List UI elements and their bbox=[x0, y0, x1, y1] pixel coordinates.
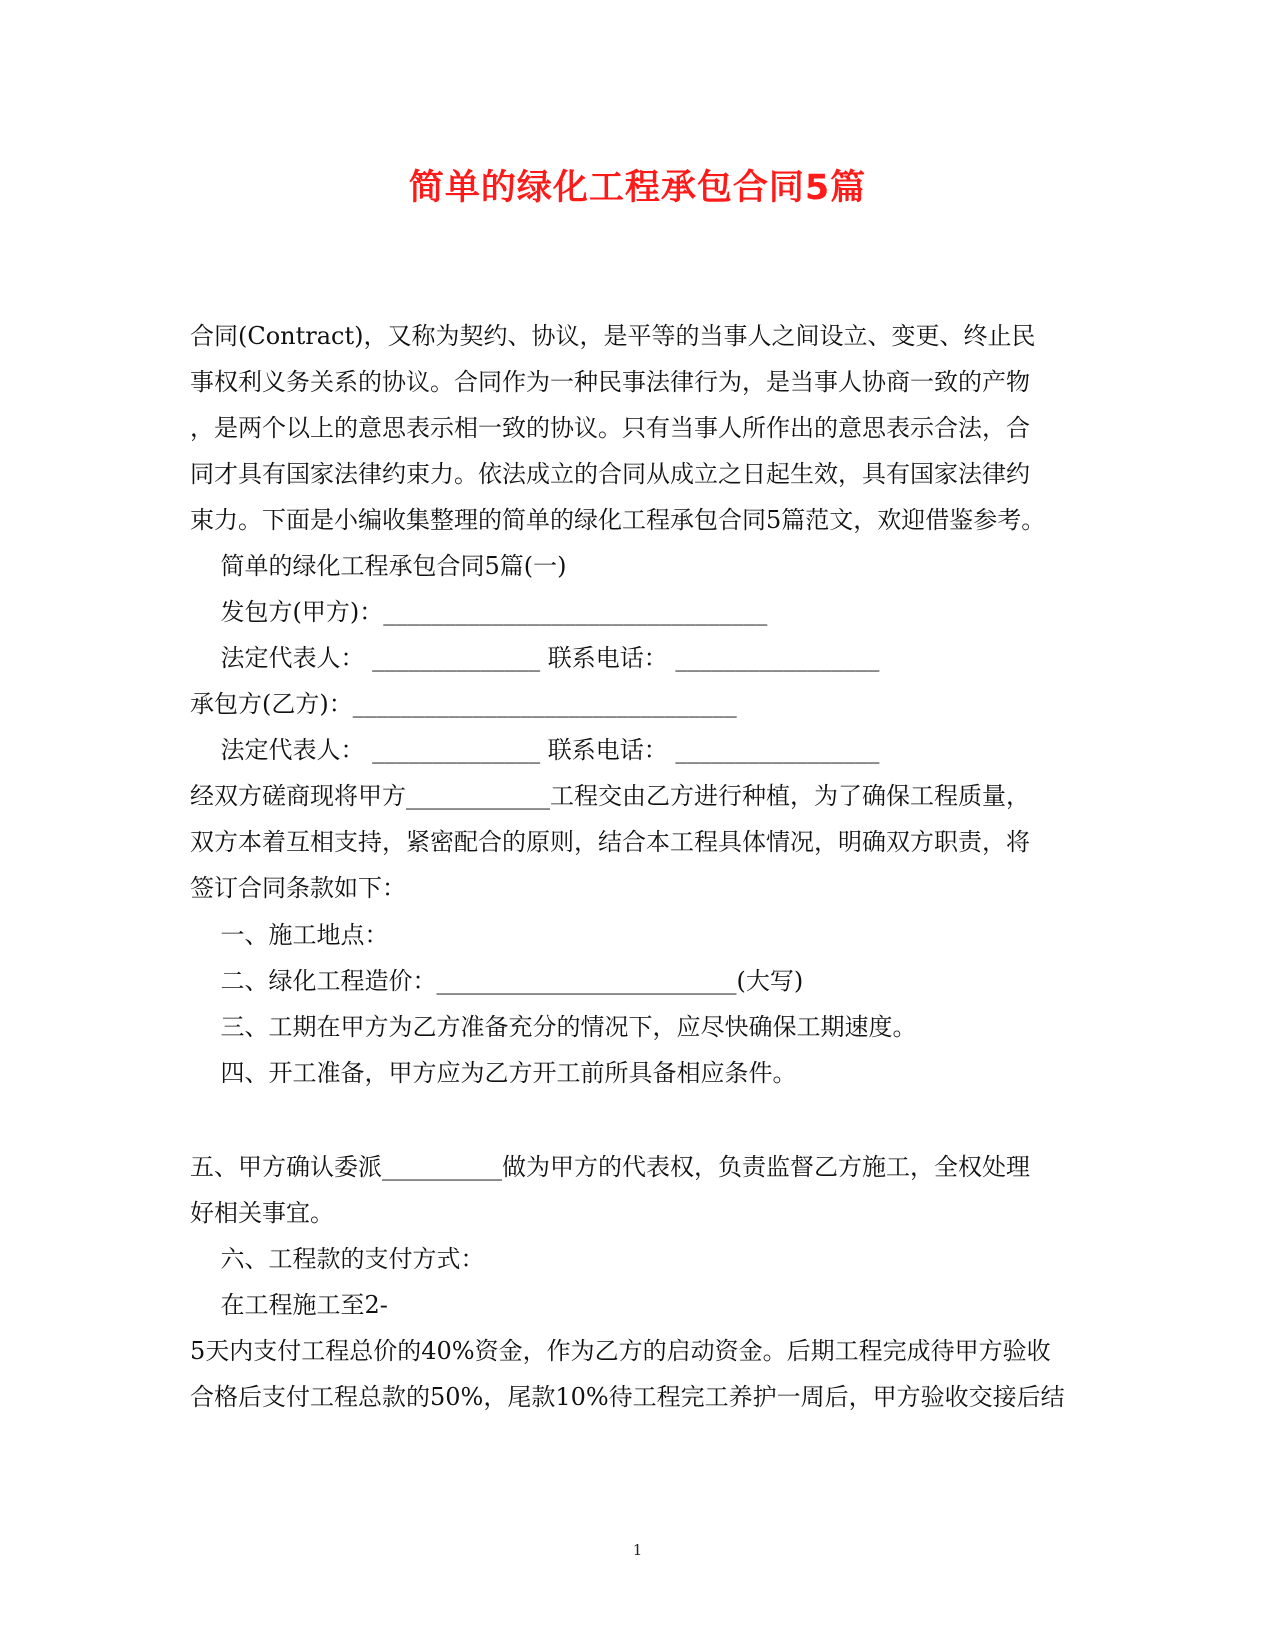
paragraph-line: 经双方磋商现将甲方____________工程交由乙方进行种植，为了确保工程质量， bbox=[190, 782, 1030, 810]
party-b-representative-field: 法定代表人： ______________ 联系电话： _________________ bbox=[190, 736, 880, 764]
paragraph-line: 在工程施工至2- bbox=[190, 1291, 388, 1319]
paragraph-line: 事权利义务关系的协议。合同作为一种民事法律行为，是当事人协商一致的产物 bbox=[190, 368, 1030, 396]
paragraph-line: 同才具有国家法律约束力。依法成立的合同从成立之日起生效，具有国家法律约 bbox=[190, 460, 1030, 488]
clause-item: 四、开工准备，甲方应为乙方开工前所具备相应条件。 bbox=[190, 1059, 797, 1087]
paragraph-line: 好相关事宜。 bbox=[190, 1199, 334, 1227]
clause-item: 三、工期在甲方为乙方准备充分的情况下，应尽快确保工期速度。 bbox=[190, 1013, 917, 1041]
section-heading: 简单的绿化工程承包合同5篇(一) bbox=[190, 552, 567, 580]
party-a-representative-field: 法定代表人： ______________ 联系电话： _________________ bbox=[190, 644, 880, 672]
paragraph-line: 合格后支付工程总款的50%，尾款10%待工程完工养护一周后，甲方验收交接后结 bbox=[190, 1383, 1065, 1411]
clause-item: 二、绿化工程造价：_________________________(大写) bbox=[190, 967, 804, 995]
party-a-field: 发包方(甲方)：________________________________ bbox=[190, 598, 768, 626]
party-b-field: 承包方(乙方)：________________________________ bbox=[190, 690, 737, 718]
paragraph-line: ，是两个以上的意思表示相一致的协议。只有当事人所作出的意思表示合法，合 bbox=[190, 414, 1030, 442]
paragraph-line: 束力。下面是小编收集整理的简单的绿化工程承包合同5篇范文，欢迎借鉴参考。 bbox=[190, 506, 1046, 534]
page-number: 1 bbox=[632, 1541, 643, 1559]
paragraph-line: 合同(Contract)，又称为契约、协议，是平等的当事人之间设立、变更、终止民 bbox=[190, 322, 1036, 350]
clause-item: 一、施工地点： bbox=[190, 921, 389, 949]
paragraph-line: 签订合同条款如下： bbox=[190, 874, 406, 902]
paragraph-line: 双方本着互相支持，紧密配合的原则，结合本工程具体情况，明确双方职责，将 bbox=[190, 828, 1030, 856]
clause-item: 五、甲方确认委派__________做为甲方的代表权，负责监督乙方施工，全权处理 bbox=[190, 1153, 1030, 1181]
clause-item: 六、工程款的支付方式： bbox=[190, 1245, 485, 1273]
paragraph-line: 5天内支付工程总价的40%资金，作为乙方的启动资金。后期工程完成待甲方验收 bbox=[190, 1337, 1051, 1365]
document-title: 简单的绿化工程承包合同5篇 bbox=[408, 168, 867, 208]
